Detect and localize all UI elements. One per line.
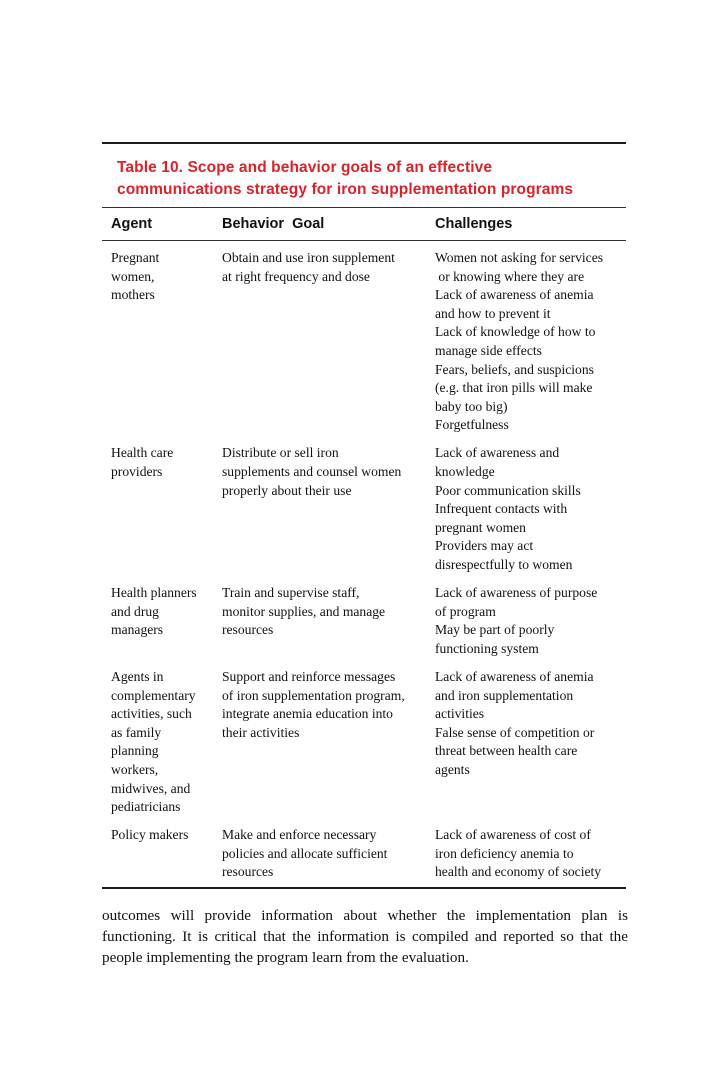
behavior-goal-cell-line: supplements and counsel women	[222, 464, 402, 480]
challenges-cell-line: Lack of awareness and	[435, 445, 560, 461]
challenges-cell-line: False sense of competition or	[435, 724, 595, 740]
agent-cell-line: Agents in	[111, 668, 164, 684]
agent-cell	[102, 668, 221, 817]
challenges-cell-line: Lack of awareness of cost of	[435, 827, 591, 843]
behavior-goal-cell-line: properly about their use	[222, 482, 352, 498]
challenges-cell-line: activities	[435, 706, 485, 722]
agent-cell-line: pediatricians	[111, 799, 181, 815]
challenges-cell-line: Providers may act	[435, 538, 534, 554]
data-table	[102, 142, 626, 889]
behavior-goal-cell-line: at right frequency and dose	[222, 268, 370, 284]
behavior-goal-cell-line: Support and reinforce messages	[222, 668, 396, 684]
behavior-goal-cell-line: Train and supervise staff,	[222, 585, 360, 601]
challenges-cell-line: manage side effects	[435, 342, 542, 358]
challenges-cell	[434, 444, 626, 574]
header-behavior-goal: Behavior Goal	[222, 216, 325, 232]
challenges-cell	[434, 584, 626, 658]
challenges-cell-line: or knowing where they are	[435, 268, 585, 284]
challenges-cell-line: and how to prevent it	[435, 305, 551, 321]
table-row	[102, 584, 626, 658]
behavior-goal-cell-line: integrate anemia education into	[222, 706, 393, 722]
challenges-cell-line: Poor communication skills	[435, 482, 581, 498]
table-body	[102, 241, 626, 887]
behavior-goal-cell	[221, 584, 434, 658]
challenges-cell	[434, 826, 626, 882]
agent-cell-line: workers,	[111, 761, 159, 777]
behavior-goal-cell	[221, 826, 434, 882]
challenges-cell-line: Lack of awareness of anemia	[435, 287, 594, 303]
agent-cell-line: providers	[111, 464, 163, 480]
header-agent: Agent	[111, 216, 153, 232]
table-caption-line-2: communications strategy for iron supplementation programs	[117, 181, 574, 198]
behavior-goal-cell-line: their activities	[222, 724, 300, 740]
table-row	[102, 444, 626, 574]
agent-cell-line: midwives, and	[111, 780, 191, 796]
challenges-cell	[434, 249, 626, 435]
challenges-cell-line: functioning system	[435, 640, 539, 656]
agent-cell-line: Health care	[111, 445, 174, 461]
behavior-goal-cell-line: Make and enforce necessary	[222, 827, 377, 843]
challenges-cell-line: Lack of awareness of purpose	[435, 585, 598, 601]
challenges-cell-line: Women not asking for services	[435, 250, 604, 265]
body-text-line: outcomes will provide information about whether the implementation plan is	[102, 907, 628, 924]
table-header-row	[102, 208, 626, 240]
agent-cell-line: complementary	[111, 687, 196, 703]
agent-cell-line: women,	[111, 268, 155, 284]
behavior-goal-cell-line: resources	[222, 622, 274, 638]
agent-cell-line: Pregnant	[111, 250, 160, 265]
behavior-goal-cell-line: Obtain and use iron supplement	[222, 250, 395, 265]
challenges-cell-line: iron deficiency anemia to	[435, 845, 574, 861]
agent-cell-line: mothers	[111, 287, 155, 303]
table-row	[102, 826, 626, 882]
challenges-cell-line: and iron supplementation	[435, 687, 574, 703]
challenges-cell-line: Forgetfulness	[435, 417, 509, 433]
challenges-cell-line: health and economy of society	[435, 864, 602, 880]
agent-cell	[102, 826, 221, 882]
agent-cell-line: Health planners	[111, 585, 197, 601]
agent-cell	[102, 249, 221, 435]
behavior-goal-cell	[221, 249, 434, 435]
challenges-cell-line: disrespectfully to women	[435, 557, 573, 572]
agent-cell-line: Policy makers	[111, 827, 189, 843]
table-row	[102, 249, 626, 435]
challenges-cell-line: Lack of knowledge of how to	[435, 324, 596, 340]
challenges-cell-line: Fears, beliefs, and suspicions	[435, 361, 594, 377]
body-text-line: functioning. It is critical that the information is compiled and reported so that the	[102, 928, 628, 945]
challenges-cell-line: baby too big)	[435, 398, 508, 414]
challenges-cell-line: agents	[435, 761, 470, 777]
behavior-goal-cell-line: of iron supplementation program,	[222, 687, 405, 703]
body-text-line: people implementing the program learn from the evaluation.	[102, 949, 469, 966]
agent-cell-line: planning	[111, 743, 159, 759]
challenges-cell-line: Lack of awareness of anemia	[435, 668, 594, 684]
table-bottom-rule	[102, 887, 626, 889]
agent-cell	[102, 444, 221, 574]
challenges-cell-line: May be part of poorly	[435, 622, 555, 638]
challenges-cell	[434, 668, 626, 817]
agent-cell-line: activities, such	[111, 706, 192, 722]
agent-cell	[102, 584, 221, 658]
behavior-goal-cell-line: policies and allocate sufficient	[222, 845, 388, 861]
behavior-goal-cell-line: Distribute or sell iron	[222, 445, 339, 461]
challenges-cell-line: Infrequent contacts with	[435, 501, 568, 517]
agent-cell-line: managers	[111, 622, 164, 638]
header-challenges: Challenges	[435, 216, 513, 232]
agent-cell-line: and drug	[111, 603, 159, 619]
challenges-cell-line: threat between health care	[435, 743, 578, 759]
table-caption	[102, 144, 626, 207]
challenges-cell-line: of program	[435, 603, 496, 619]
challenges-cell-line: pregnant women	[435, 519, 526, 535]
agent-cell-line: as family	[111, 724, 162, 740]
behavior-goal-cell-line: monitor supplies, and manage	[222, 603, 386, 619]
behavior-goal-cell-line: resources	[222, 864, 274, 880]
challenges-cell-line: knowledge	[435, 464, 495, 480]
behavior-goal-cell	[221, 668, 434, 817]
table-caption-line-1: Table 10. Scope and behavior goals of an effective	[117, 159, 493, 176]
behavior-goal-cell	[221, 444, 434, 574]
body-paragraph	[102, 905, 628, 968]
table-row	[102, 668, 626, 817]
challenges-cell-line: (e.g. that iron pills will make	[435, 380, 593, 396]
